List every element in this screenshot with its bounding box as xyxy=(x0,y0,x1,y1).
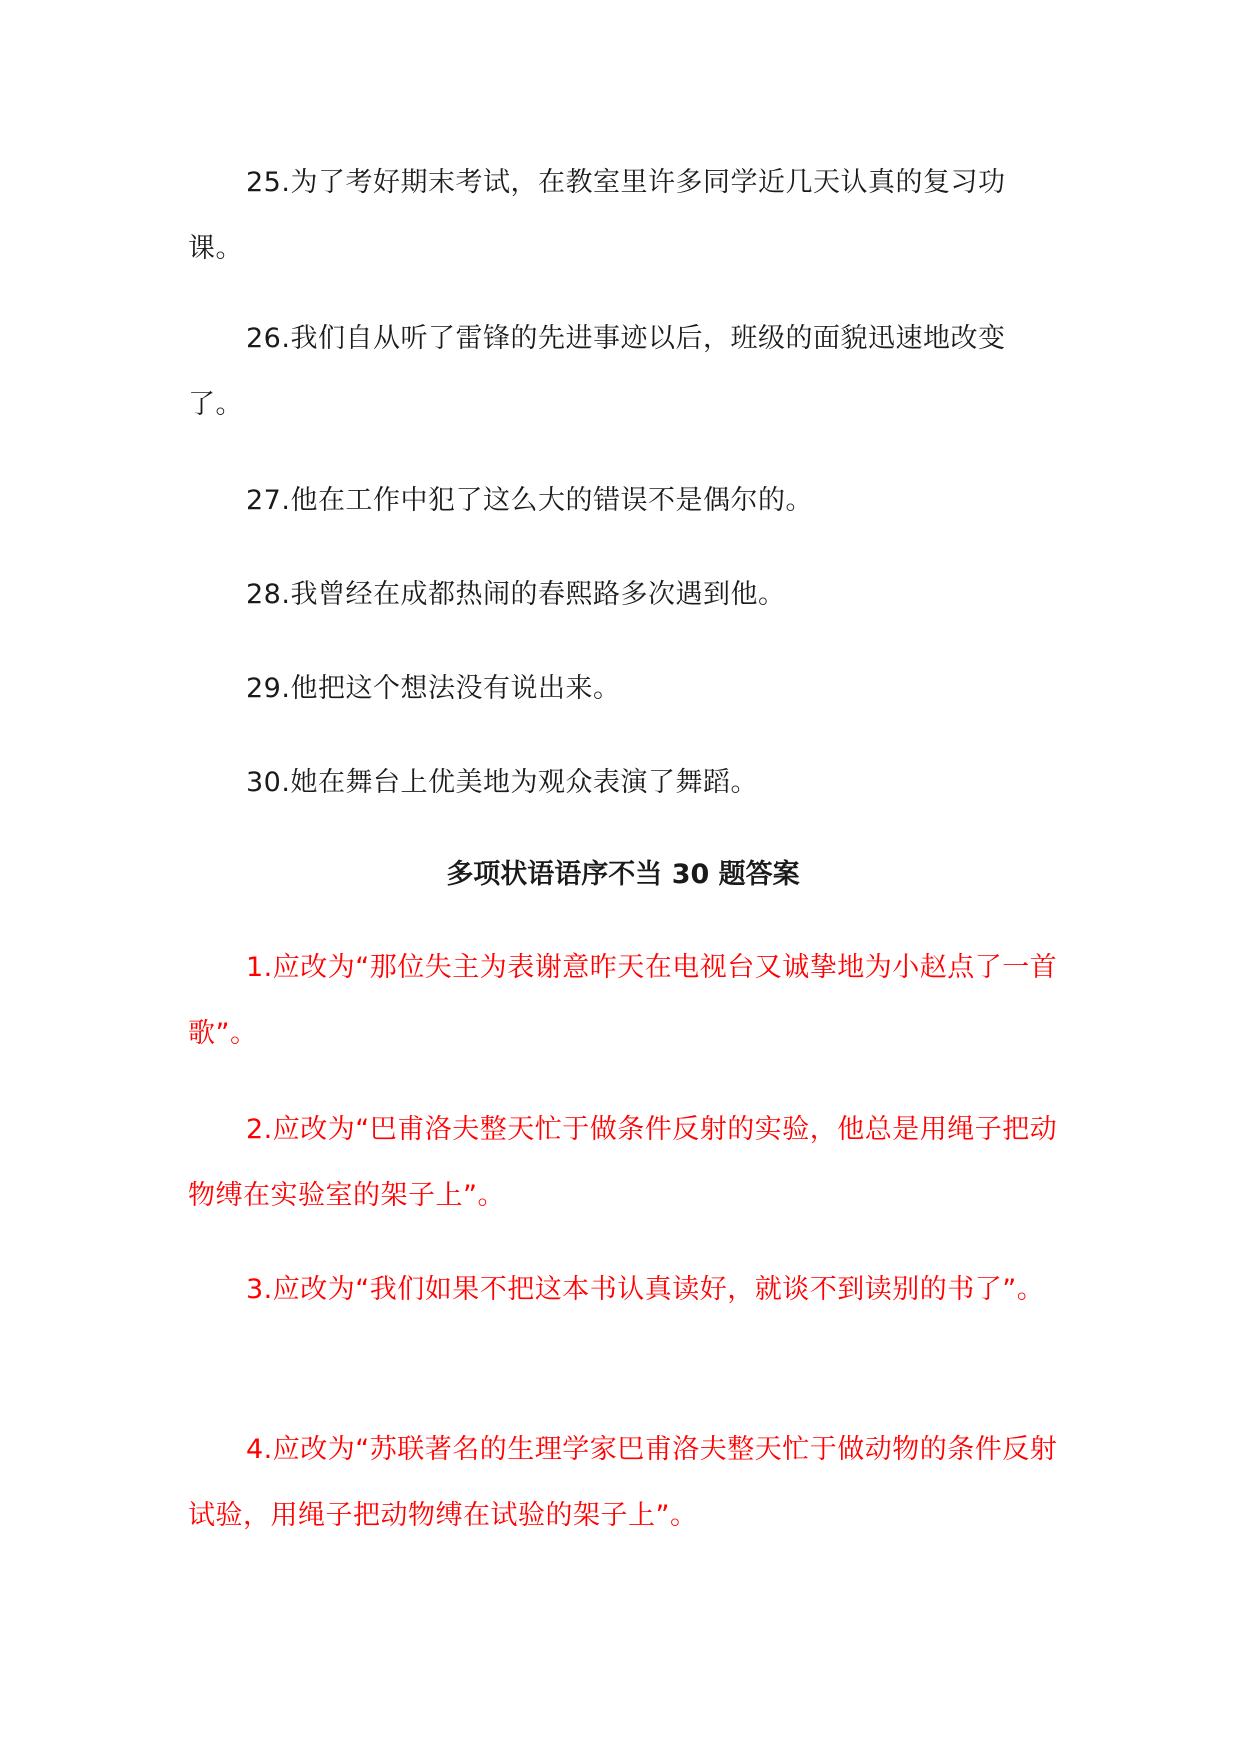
question-27: 27.他在工作中犯了这么大的错误不是偶尔的。 xyxy=(246,485,813,516)
question-25: 25.为了考好期末考试，在教室里许多同学近几天认真的复习功课。 xyxy=(188,167,1006,264)
answer-1: 1.应改为“那位失主为表谢意昨天在电视台又诚挚地为小赵点了一首歌”。 xyxy=(188,952,1058,1049)
question-26: 26.我们自从听了雷锋的先进事迹以后，班级的面貌迅速地改变了。 xyxy=(188,323,1006,420)
question-30: 30.她在舞台上优美地为观众表演了舞蹈。 xyxy=(246,767,758,798)
answer-3: 3.应改为“我们如果不把这本书认真读好，就谈不到读别的书了”。 xyxy=(246,1274,1045,1305)
answer-2: 2.应改为“巴甫洛夫整天忙于做条件反射的实验，他总是用绳子把动物缚在实验室的架子上”。 xyxy=(188,1114,1058,1211)
answer-4: 4.应改为“苏联著名的生理学家巴甫洛夫整天忙于做动物的条件反射试验，用绳子把动物缚在试验的架子上”。 xyxy=(188,1434,1058,1531)
question-28: 28.我曾经在成都热闹的春熙路多次遇到他。 xyxy=(246,579,786,610)
answers-heading: 多项状语语序不当 30 题答案 xyxy=(446,859,800,890)
question-29: 29.他把这个想法没有说出来。 xyxy=(246,673,621,704)
